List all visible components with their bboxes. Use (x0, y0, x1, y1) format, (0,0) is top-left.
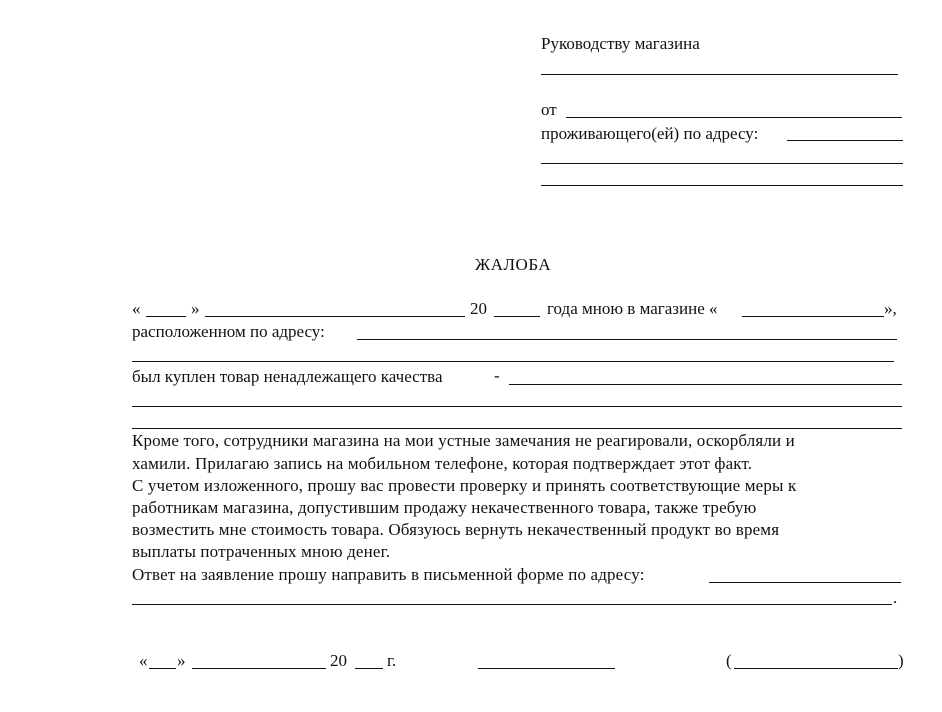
location-label: расположенном по адресу: (132, 322, 325, 341)
signer-name-line[interactable] (734, 668, 898, 669)
response-end-period: . (893, 588, 898, 607)
residence-label: проживающего(ей) по адресу: (541, 124, 759, 143)
footer-year-suffix: г. (387, 651, 397, 670)
store-text-close: », (884, 299, 897, 318)
footer-quote-open: « (139, 651, 148, 670)
body-line-5: возместить мне стоимость товара. Обязуюсь вернуть некачественный продукт во время (132, 520, 780, 539)
sender-name-line[interactable] (566, 117, 902, 118)
date-year-line[interactable] (494, 316, 540, 317)
footer-month-line[interactable] (192, 668, 326, 669)
body-line-3: С учетом изложенного, прошу вас провести проверку и принять соответствующие меры к (132, 476, 797, 495)
footer-year-line[interactable] (355, 668, 383, 669)
store-text: года мною в магазине « (547, 299, 718, 318)
product-line-2[interactable] (132, 406, 902, 407)
store-name-line[interactable] (742, 316, 884, 317)
document-title: ЖАЛОБА (475, 255, 552, 274)
purchase-dash: - (494, 366, 500, 385)
residence-address-line-2[interactable] (541, 163, 903, 164)
date-month-line[interactable] (205, 316, 465, 317)
footer-day-line[interactable] (149, 668, 176, 669)
footer-quote-close: » (177, 651, 186, 670)
addressee-label: Руководству магазина (541, 34, 700, 53)
purchase-text: был куплен товар ненадлежащего качества (132, 367, 443, 386)
body-line-6: выплаты потраченных мною денег. (132, 542, 391, 561)
name-paren-close: ) (898, 651, 904, 670)
store-address-line-2[interactable] (132, 361, 894, 362)
body-line-1: Кроме того, сотрудники магазина на мои устные замечания не реагировали, оскорбляли и (132, 431, 795, 450)
date-day-line[interactable] (146, 316, 186, 317)
product-line-1[interactable] (509, 384, 902, 385)
name-paren-open: ( (726, 651, 732, 670)
date-quote-open: « (132, 299, 141, 318)
response-address-line-2[interactable] (132, 604, 892, 605)
body-line-2: хамили. Прилагаю запись на мобильном телефоне, которая подтверждает этот факт. (132, 454, 753, 473)
signature-line[interactable] (478, 668, 615, 669)
addressee-blank-line[interactable] (541, 74, 898, 75)
store-address-line-1[interactable] (357, 339, 897, 340)
response-address-line-1[interactable] (709, 582, 901, 583)
date-quote-close: » (191, 299, 200, 318)
residence-address-line-3[interactable] (541, 185, 903, 186)
residence-address-line-1[interactable] (787, 140, 903, 141)
footer-year-prefix: 20 (330, 651, 347, 670)
product-line-3[interactable] (132, 428, 902, 429)
response-request-text: Ответ на заявление прошу направить в письменной форме по адресу: (132, 565, 645, 584)
from-label: от (541, 100, 557, 119)
date-year-prefix: 20 (470, 299, 487, 318)
body-line-4: работникам магазина, допустившим продажу некачественного товара, также требую (132, 498, 757, 517)
